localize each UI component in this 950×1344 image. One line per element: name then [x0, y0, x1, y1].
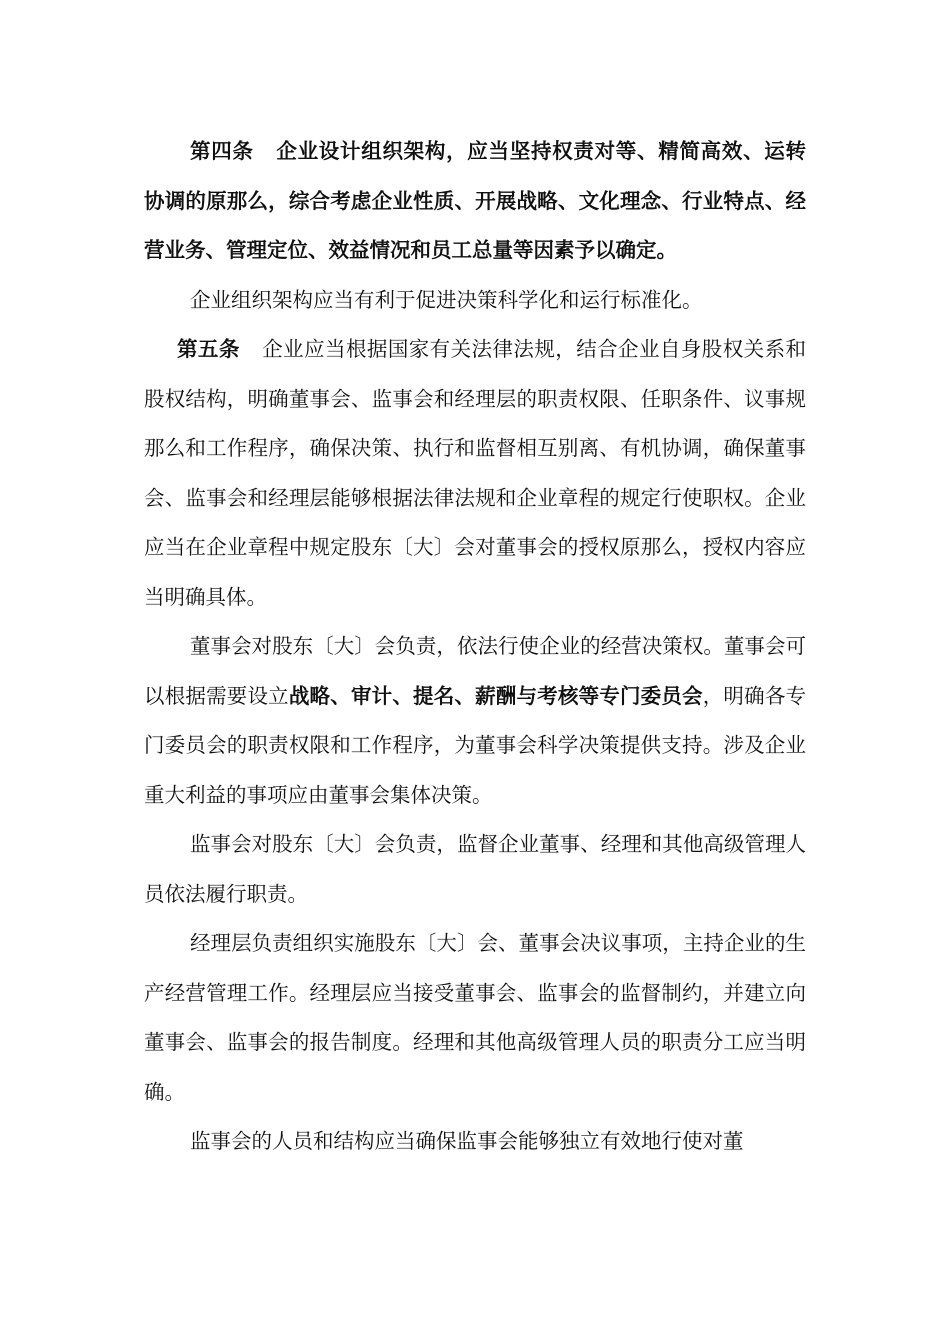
board-paragraph	[144, 622, 806, 820]
supervisory-structure-paragraph	[144, 1117, 806, 1167]
board-text-after: ，明确各专门委员会的职责权限和工作程序，为董事会科学决策提供支持。涉及企业重大利益的事项应由董事会集体决策。	[144, 683, 807, 807]
management-paragraph	[144, 919, 806, 1117]
board-committees-bold: 战略、审计、提名、薪酬与考核等专门委员会	[288, 683, 703, 708]
document-page	[144, 127, 806, 1167]
supervisory-board-paragraph	[144, 820, 806, 919]
article-5-label: 第五条	[177, 337, 240, 361]
board-text-before: 董事会对股东〔大〕会负责，依法行使企业的经营决策权。董事会可以根据需要设立	[144, 634, 806, 708]
org-structure-text: 企业组织架构应当有利于促进决策科学化和运行标准化。	[190, 287, 703, 312]
org-structure-paragraph	[144, 276, 806, 326]
article-5-paragraph	[144, 325, 806, 622]
article-4-paragraph	[144, 127, 806, 276]
article-4-text: 企业设计组织架构，应当坚持权责对等、精简高效、运转协调的原那么，综合考虑企业性质、开展战略、文化理念、行业特点、经营业务、管理定位、效益情况和员工总量等因素予以确定。	[144, 139, 807, 262]
article-5-text: 企业应当根据国家有关法律法规，结合企业自身股权关系和股权结构，明确董事会、监事会和经理层的职责权限、任职条件、议事规那么和工作程序，确保决策、执行和监督相互别离、有机协调，确保董事会、监事会和经理层能够根据法律法规和企业章程的规定行使职权。企业应当在企业章程中规定股东〔大〕会对董事会的授权原那么，授权内容应当明确具体。	[144, 337, 807, 609]
article-4-label: 第四条	[190, 139, 254, 163]
supervisory-structure-text: 监事会的人员和结构应当确保监事会能够独立有效地行使对董	[190, 1129, 744, 1153]
management-text: 经理层负责组织实施股东〔大〕会、董事会决议事项，主持企业的生产经营管理工作。经理层应当接受董事会、监事会的监督制约，并建立向董事会、监事会的报告制度。经理和其他高级管理人员的职责分工应当明确。	[144, 931, 806, 1104]
supervisory-board-text: 监事会对股东〔大〕会负责，监督企业董事、经理和其他高级管理人员依法履行职责。	[144, 832, 806, 906]
